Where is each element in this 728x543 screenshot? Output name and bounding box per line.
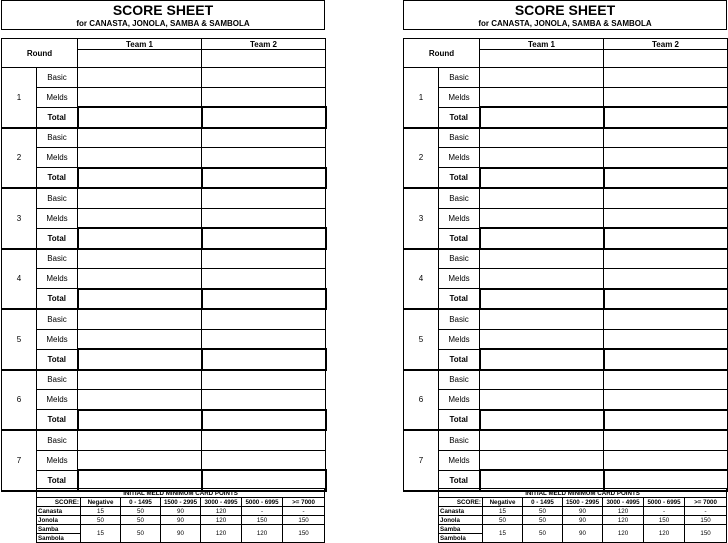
team1-melds-cell[interactable]: [78, 269, 202, 289]
team1-melds-cell[interactable]: [78, 390, 202, 410]
team1-basic-cell[interactable]: [78, 309, 202, 329]
meld-value: 50: [523, 516, 563, 525]
team1-melds-cell[interactable]: [480, 450, 604, 470]
team1-basic-cell[interactable]: [78, 430, 202, 450]
meld-value: 120: [242, 525, 283, 543]
team1-basic-cell[interactable]: [78, 128, 202, 148]
row-label-basic: Basic: [439, 370, 480, 390]
round-row: [404, 269, 728, 289]
team2-total-cell[interactable]: [604, 228, 728, 249]
meld-value: 15: [81, 525, 121, 543]
team2-melds-cell[interactable]: [202, 269, 326, 289]
team1-total-cell[interactable]: [78, 349, 202, 370]
meld-caption: INITIAL MELD MINIMUM CARD POINTS: [439, 489, 727, 498]
team2-total-cell[interactable]: [604, 289, 728, 310]
meld-value: -: [242, 507, 283, 516]
meld-value: -: [644, 507, 685, 516]
team1-melds-cell[interactable]: [480, 148, 604, 168]
round-row: [2, 289, 326, 310]
team1-total-cell[interactable]: [480, 289, 604, 310]
row-label-total: Total: [439, 228, 480, 249]
team2-total-cell[interactable]: [202, 168, 326, 189]
round-number: 6: [2, 370, 37, 431]
team1-basic-cell[interactable]: [480, 370, 604, 390]
round-row: [404, 228, 728, 249]
team2-header: Team 2: [202, 39, 326, 50]
round-row: [404, 68, 728, 88]
team2-total-cell[interactable]: [202, 289, 326, 310]
row-label-melds: Melds: [37, 87, 78, 107]
meld-value: 120: [603, 525, 644, 543]
team2-header: Team 2: [604, 39, 728, 50]
meld-value: -: [283, 507, 325, 516]
round-row: [2, 208, 326, 228]
meld-game-name: Canasta: [439, 507, 483, 516]
meld-value: 150: [242, 516, 283, 525]
meld-col-header: 1500 - 2995: [563, 498, 603, 507]
score-table: [403, 38, 728, 492]
round-number: 5: [2, 309, 37, 370]
round-row: [404, 107, 728, 128]
meld-col-header: Negative: [81, 498, 121, 507]
row-label-basic: Basic: [37, 430, 78, 450]
round-row: [2, 269, 326, 289]
team2-basic-cell[interactable]: [202, 188, 326, 208]
team1-total-cell[interactable]: [78, 107, 202, 128]
meld-value: 150: [685, 525, 727, 543]
round-row: [404, 208, 728, 228]
round-number: 2: [404, 128, 439, 189]
round-row: [2, 329, 326, 349]
round-row: [2, 370, 326, 390]
team2-name-field[interactable]: [604, 50, 728, 68]
team1-header: Team 1: [78, 39, 202, 50]
team2-total-cell[interactable]: [202, 228, 326, 249]
round-row: [2, 390, 326, 410]
team1-melds-cell[interactable]: [480, 269, 604, 289]
team2-total-cell[interactable]: [202, 410, 326, 431]
sheet-subtitle: for CANASTA, JONOLA, SAMBA & SAMBOLA: [478, 19, 652, 28]
round-row: [2, 128, 326, 148]
team1-total-cell[interactable]: [78, 228, 202, 249]
meld-col-header: 5000 - 6995: [644, 498, 685, 507]
team2-basic-cell[interactable]: [604, 370, 728, 390]
round-number: 5: [404, 309, 439, 370]
round-row: [404, 430, 728, 450]
row-label-basic: Basic: [439, 309, 480, 329]
round-row: [404, 390, 728, 410]
meld-game-name: Samba: [439, 525, 483, 534]
team1-basic-cell[interactable]: [480, 430, 604, 450]
row-label-melds: Melds: [439, 390, 480, 410]
meld-col-header: >= 7000: [685, 498, 727, 507]
team1-melds-cell[interactable]: [78, 329, 202, 349]
round-header: Round: [404, 39, 480, 68]
team2-basic-cell[interactable]: [202, 249, 326, 269]
team2-basic-cell[interactable]: [604, 128, 728, 148]
team2-melds-cell[interactable]: [202, 329, 326, 349]
round-row: [404, 450, 728, 470]
team2-basic-cell[interactable]: [202, 430, 326, 450]
meld-value: 150: [685, 516, 727, 525]
meld-value: 50: [121, 525, 161, 543]
round-row: [2, 87, 326, 107]
round-row: [404, 168, 728, 189]
round-number: 7: [404, 430, 439, 491]
meld-value: 120: [201, 525, 242, 543]
team1-basic-cell[interactable]: [480, 188, 604, 208]
meld-col-header: 0 - 1495: [523, 498, 563, 507]
team1-basic-cell[interactable]: [78, 249, 202, 269]
team2-total-cell[interactable]: [202, 349, 326, 370]
meld-game-name: Sambola: [439, 534, 483, 543]
round-row: [404, 128, 728, 148]
meld-value: 90: [563, 525, 603, 543]
team2-melds-cell[interactable]: [202, 390, 326, 410]
meld-col-header: >= 7000: [283, 498, 325, 507]
round-number: 1: [2, 68, 37, 128]
round-row: [404, 289, 728, 310]
round-row: [2, 148, 326, 168]
round-rows: [404, 68, 728, 491]
round-header: Round: [2, 39, 78, 68]
team1-total-cell[interactable]: [480, 228, 604, 249]
team1-melds-cell[interactable]: [480, 329, 604, 349]
meld-value: 50: [121, 516, 161, 525]
sheet-subtitle: for CANASTA, JONOLA, SAMBA & SAMBOLA: [76, 19, 250, 28]
meld-col-header: 3000 - 4995: [603, 498, 644, 507]
team2-melds-cell[interactable]: [202, 208, 326, 228]
round-row: [2, 188, 326, 208]
round-number: 3: [404, 188, 439, 249]
team1-melds-cell[interactable]: [78, 208, 202, 228]
sheet-title: SCORE SHEET: [112, 2, 214, 18]
round-row: [404, 329, 728, 349]
row-label-total: Total: [439, 410, 480, 431]
meld-value: 90: [161, 507, 201, 516]
round-row: [404, 87, 728, 107]
row-label-total: Total: [37, 410, 78, 431]
sheet-header: [1, 0, 325, 30]
meld-col-header: 3000 - 4995: [201, 498, 242, 507]
team2-total-cell[interactable]: [604, 349, 728, 370]
team2-melds-cell[interactable]: [604, 269, 728, 289]
team2-total-cell[interactable]: [604, 107, 728, 128]
team1-total-cell[interactable]: [78, 410, 202, 431]
meld-game-name: Jonola: [37, 516, 81, 525]
row-label-basic: Basic: [37, 68, 78, 88]
row-label-melds: Melds: [439, 269, 480, 289]
meld-caption: INITIAL MELD MINIMUM CARD POINTS: [37, 489, 325, 498]
round-row: [404, 410, 728, 431]
team1-basic-cell[interactable]: [78, 68, 202, 88]
team2-melds-cell[interactable]: [604, 87, 728, 107]
meld-score-label: SCORE:: [37, 498, 81, 507]
row-label-melds: Melds: [37, 208, 78, 228]
row-label-total: Total: [439, 168, 480, 189]
row-label-total: Total: [439, 349, 480, 370]
team2-basic-cell[interactable]: [202, 128, 326, 148]
meld-value: 90: [161, 525, 201, 543]
team2-basic-cell[interactable]: [202, 370, 326, 390]
round-row: [404, 370, 728, 390]
round-number: 4: [404, 249, 439, 310]
row-label-melds: Melds: [37, 269, 78, 289]
row-label-basic: Basic: [439, 430, 480, 450]
row-label-basic: Basic: [439, 249, 480, 269]
meld-value: 150: [283, 525, 325, 543]
team1-total-cell[interactable]: [480, 349, 604, 370]
row-label-melds: Melds: [439, 450, 480, 470]
row-label-total: Total: [37, 168, 78, 189]
team2-basic-cell[interactable]: [604, 188, 728, 208]
team2-basic-cell[interactable]: [202, 309, 326, 329]
row-label-melds: Melds: [439, 208, 480, 228]
round-row: [2, 228, 326, 249]
round-rows: [2, 68, 326, 491]
round-row: [2, 168, 326, 189]
team1-total-cell[interactable]: [480, 168, 604, 189]
row-label-total: Total: [439, 289, 480, 310]
row-label-total: Total: [37, 289, 78, 310]
round-row: [2, 450, 326, 470]
team1-basic-cell[interactable]: [480, 128, 604, 148]
round-row: [404, 309, 728, 329]
meld-value: 120: [603, 516, 644, 525]
round-number: 7: [2, 430, 37, 491]
meld-game-name: Sambola: [37, 534, 81, 543]
round-row: [2, 430, 326, 450]
team1-melds-cell[interactable]: [480, 87, 604, 107]
row-label-total: Total: [37, 349, 78, 370]
team1-total-cell[interactable]: [78, 168, 202, 189]
meld-value: 150: [644, 516, 685, 525]
meld-value: 120: [201, 516, 242, 525]
team2-basic-cell[interactable]: [604, 68, 728, 88]
team2-name-field[interactable]: [202, 50, 326, 68]
round-row: [2, 410, 326, 431]
round-row: [404, 349, 728, 370]
meld-value: 50: [483, 516, 523, 525]
team2-melds-cell[interactable]: [202, 148, 326, 168]
team2-melds-cell[interactable]: [604, 208, 728, 228]
team2-melds-cell[interactable]: [604, 390, 728, 410]
round-row: [2, 68, 326, 88]
row-label-melds: Melds: [439, 148, 480, 168]
row-label-melds: Melds: [439, 329, 480, 349]
team2-melds-cell[interactable]: [604, 329, 728, 349]
team2-total-cell[interactable]: [604, 168, 728, 189]
team1-melds-cell[interactable]: [480, 208, 604, 228]
row-label-basic: Basic: [37, 188, 78, 208]
meld-value: -: [685, 507, 727, 516]
row-label-basic: Basic: [37, 249, 78, 269]
row-label-total: Total: [37, 470, 78, 491]
row-label-melds: Melds: [37, 148, 78, 168]
meld-value: 15: [483, 525, 523, 543]
team1-melds-cell[interactable]: [78, 87, 202, 107]
meld-value: 15: [483, 507, 523, 516]
sheet-title: SCORE SHEET: [514, 2, 616, 18]
team1-total-cell[interactable]: [78, 289, 202, 310]
meld-score-label: SCORE:: [439, 498, 483, 507]
meld-value: 50: [523, 525, 563, 543]
meld-game-name: Samba: [37, 525, 81, 534]
initial-meld-table: [438, 488, 727, 543]
team2-total-cell[interactable]: [202, 107, 326, 128]
team2-total-cell[interactable]: [604, 410, 728, 431]
team1-basic-cell[interactable]: [480, 68, 604, 88]
row-label-melds: Melds: [37, 390, 78, 410]
row-label-basic: Basic: [37, 309, 78, 329]
row-label-basic: Basic: [439, 188, 480, 208]
round-number: 4: [2, 249, 37, 310]
round-number: 1: [404, 68, 439, 128]
team1-melds-cell[interactable]: [78, 450, 202, 470]
row-label-melds: Melds: [37, 329, 78, 349]
team2-basic-cell[interactable]: [604, 249, 728, 269]
meld-value: 90: [161, 516, 201, 525]
round-number: 6: [404, 370, 439, 431]
meld-value: 120: [201, 507, 242, 516]
team1-basic-cell[interactable]: [480, 309, 604, 329]
team1-basic-cell[interactable]: [78, 188, 202, 208]
team2-melds-cell[interactable]: [604, 450, 728, 470]
meld-value: 120: [603, 507, 644, 516]
team2-basic-cell[interactable]: [604, 309, 728, 329]
team1-name-field[interactable]: [78, 50, 202, 68]
meld-col-header: 0 - 1495: [121, 498, 161, 507]
meld-col-header: 1500 - 2995: [161, 498, 201, 507]
meld-value: 150: [283, 516, 325, 525]
team2-melds-cell[interactable]: [604, 148, 728, 168]
sheet-header: [403, 0, 727, 30]
round-row: [2, 309, 326, 329]
team1-basic-cell[interactable]: [78, 370, 202, 390]
team1-total-cell[interactable]: [480, 410, 604, 431]
team1-melds-cell[interactable]: [78, 148, 202, 168]
meld-value: 50: [81, 516, 121, 525]
team2-basic-cell[interactable]: [202, 68, 326, 88]
team2-melds-cell[interactable]: [202, 450, 326, 470]
row-label-total: Total: [37, 107, 78, 128]
round-row: [2, 349, 326, 370]
meld-value: 90: [563, 507, 603, 516]
row-label-melds: Melds: [37, 450, 78, 470]
round-number: 2: [2, 128, 37, 189]
round-row: [404, 148, 728, 168]
round-row: [2, 107, 326, 128]
meld-game-name: Canasta: [37, 507, 81, 516]
meld-game-name: Jonola: [439, 516, 483, 525]
initial-meld-table: [36, 488, 325, 543]
row-label-total: Total: [37, 228, 78, 249]
row-label-basic: Basic: [37, 370, 78, 390]
meld-col-header: Negative: [483, 498, 523, 507]
row-label-basic: Basic: [439, 128, 480, 148]
row-label-basic: Basic: [439, 68, 480, 88]
team1-melds-cell[interactable]: [480, 390, 604, 410]
row-label-total: Total: [439, 107, 480, 128]
team2-melds-cell[interactable]: [202, 87, 326, 107]
team1-total-cell[interactable]: [480, 107, 604, 128]
score-table: [1, 38, 327, 492]
row-label-basic: Basic: [37, 128, 78, 148]
meld-value: 50: [121, 507, 161, 516]
round-row: [404, 188, 728, 208]
meld-value: 90: [563, 516, 603, 525]
round-number: 3: [2, 188, 37, 249]
team1-name-field[interactable]: [480, 50, 604, 68]
meld-value: 120: [644, 525, 685, 543]
round-row: [2, 249, 326, 269]
row-label-total: Total: [439, 470, 480, 491]
meld-col-header: 5000 - 6995: [242, 498, 283, 507]
team1-basic-cell[interactable]: [480, 249, 604, 269]
meld-value: 50: [523, 507, 563, 516]
row-label-melds: Melds: [439, 87, 480, 107]
meld-value: 15: [81, 507, 121, 516]
team1-header: Team 1: [480, 39, 604, 50]
team2-basic-cell[interactable]: [604, 430, 728, 450]
round-row: [404, 249, 728, 269]
